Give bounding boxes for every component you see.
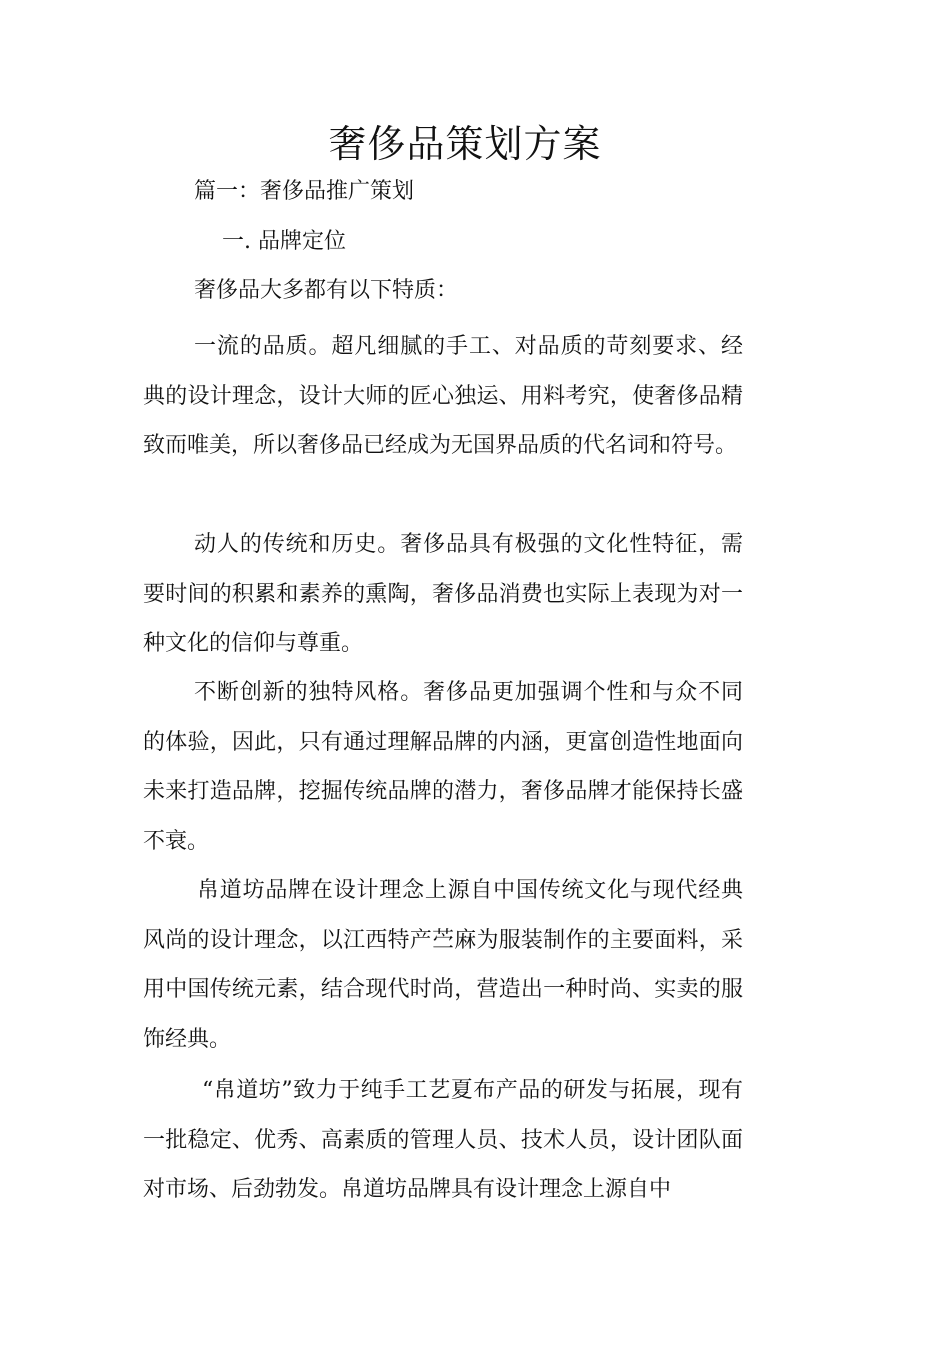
paragraph-quality: 一流的品质。超凡细腻的手工、对品质的苛刻要求、经典的设计理念，设计大师的匠心独运、用料考究，使奢侈品精致而唯美，所以奢侈品已经成为无国界品质的代名词和符号。 <box>143 334 743 458</box>
intro-line: 奢侈品大多都有以下特质： <box>194 278 459 303</box>
paragraph-brand-concept: 帛道坊品牌在设计理念上源自中国传统文化与现代经典风尚的设计理念，以江西特产苎麻为服装制作的主要面料，采用中国传统元素，结合现代时尚，营造出一种时尚、实卖的服饰经典。 <box>143 878 743 1052</box>
paragraph-innovation: 不断创新的独特风格。奢侈品更加强调个性和与众不同的体验，因此，只有通过理解品牌的内涵，更富创造性地面向未来打造品牌，挖掘传统品牌的潜力，奢侈品牌才能保持长盛不衰。 <box>143 680 743 854</box>
paragraph-tradition: 动人的传统和历史。奢侈品具有极强的文化性特征，需要时间的积累和素养的熏陶，奢侈品消费也实际上表现为对一种文化的信仰与尊重。 <box>143 532 743 656</box>
paragraph-brand-team: “帛道坊”致力于纯手工艺夏布产品的研发与拓展，现有一批稳定、优秀、高素质的管理人员、技术人员，设计团队面对市场、后劲勃发。帛道坊品牌具有设计理念上源自中 <box>143 1078 743 1202</box>
subsection-title: 一. 品牌定位 <box>222 229 346 254</box>
page-title: 奢侈品策划方案 <box>328 122 602 166</box>
section-title: 篇一：奢侈品推广策划 <box>194 179 415 204</box>
